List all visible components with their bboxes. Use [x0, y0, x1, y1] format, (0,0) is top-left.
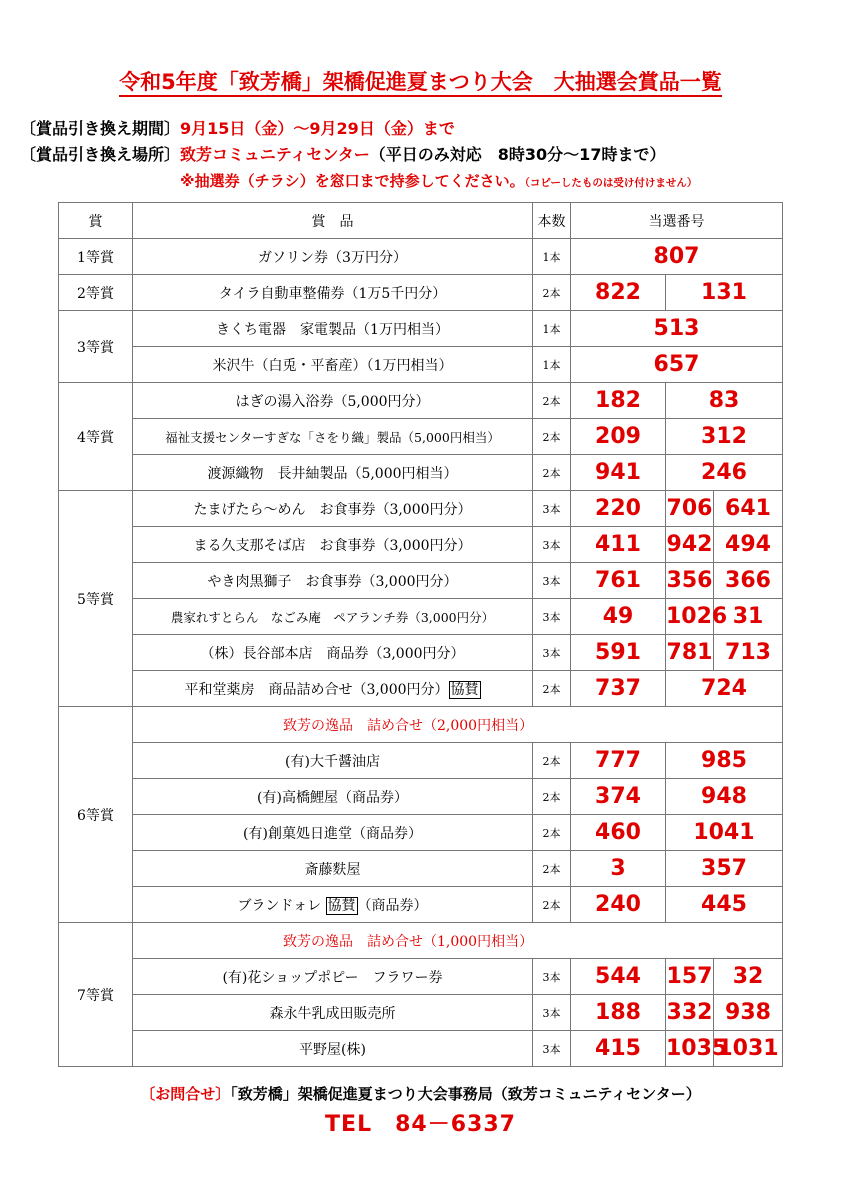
- prize-item: 農家れすとらん なごみ庵 ペアランチ券（3,000円分）: [133, 599, 533, 635]
- rank-label: 2等賞: [59, 275, 133, 311]
- winning-number: 781: [666, 635, 714, 671]
- prize-item: (有)花ショップポピー フラワー券: [133, 959, 533, 995]
- table-row: [59, 311, 783, 347]
- table-row: [59, 383, 783, 419]
- winning-number: 415: [571, 1031, 666, 1067]
- winning-number: 591: [571, 635, 666, 671]
- winning-number: 985: [666, 743, 783, 779]
- prize-item: （株）長谷部本店 商品券（3,000円分）: [133, 635, 533, 671]
- winning-number: 544: [571, 959, 666, 995]
- winning-number: 83: [666, 383, 783, 419]
- winning-number: 807: [571, 239, 783, 275]
- section-subheading: 致芳の逸品 詰め合せ（1,000円相当）: [133, 923, 783, 959]
- table-row: [59, 851, 783, 887]
- prize-item: タイラ自動車整備券（1万5千円分）: [133, 275, 533, 311]
- prize-count: 2本: [533, 743, 571, 779]
- prize-item-text: （商品券）: [357, 897, 428, 914]
- table-row: [59, 743, 783, 779]
- prize-count: 3本: [533, 1031, 571, 1067]
- table-row: [59, 419, 783, 455]
- table-row: [59, 1031, 783, 1067]
- prize-item: 平野屋(株): [133, 1031, 533, 1067]
- winning-number: 494: [714, 527, 783, 563]
- contact-label: 〔お問合せ〕: [140, 1085, 231, 1103]
- prize-item: 渡源織物 長井紬製品（5,000円相当）: [133, 455, 533, 491]
- prize-count: 2本: [533, 851, 571, 887]
- prize-item: 米沢牛（白兎・平畜産）（1万円相当）: [133, 347, 533, 383]
- prize-item: 森永牛乳成田販売所: [133, 995, 533, 1031]
- exchange-place-note: （平日のみ対応 8時30分～17時まで）: [369, 145, 666, 164]
- prize-count: 1本: [533, 347, 571, 383]
- table-row: [59, 527, 783, 563]
- table-row: [59, 455, 783, 491]
- exchange-period: [20, 116, 455, 139]
- prize-item: きくち電器 家電製品（1万円相当）: [133, 311, 533, 347]
- winning-number: 188: [571, 995, 666, 1031]
- exchange-period-value: 9月15日（金）～9月29日（金）まで: [180, 119, 455, 138]
- winning-number: 941: [571, 455, 666, 491]
- winning-number: 3: [571, 851, 666, 887]
- table-row: [59, 815, 783, 851]
- sponsor-badge: 協賛: [327, 897, 356, 914]
- winning-number: 513: [571, 311, 783, 347]
- exchange-place: [20, 142, 665, 165]
- rank-label: 1等賞: [59, 239, 133, 275]
- prize-count: 2本: [533, 671, 571, 707]
- exchange-place-value: 致芳コミュニティセンター: [180, 145, 370, 164]
- rank-label: 3等賞: [59, 311, 133, 383]
- winning-number: 713: [714, 635, 783, 671]
- prize-item: (有)大千醤油店: [133, 743, 533, 779]
- contact-info: [0, 1083, 841, 1104]
- winning-number: 209: [571, 419, 666, 455]
- prize-item: (有)高橋鯉屋（商品券）: [133, 779, 533, 815]
- contact-text: 「致芳橋」架橋促進夏まつり大会事務局（致芳コミュニティセンター）: [230, 1085, 701, 1103]
- prize-count: 3本: [533, 527, 571, 563]
- winning-number: 357: [666, 851, 783, 887]
- prize-count: 3本: [533, 563, 571, 599]
- notice-sub: （コピーしたものは受け付けません）: [524, 177, 698, 189]
- table-row: [59, 239, 783, 275]
- winning-number: 1031: [714, 1031, 783, 1067]
- winning-number: 374: [571, 779, 666, 815]
- rank-label: 6等賞: [59, 707, 133, 923]
- prize-count: 2本: [533, 419, 571, 455]
- winning-number: 942: [666, 527, 714, 563]
- table-row: [59, 563, 783, 599]
- winning-number: 445: [666, 887, 783, 923]
- prize-count: 1本: [533, 239, 571, 275]
- header-item: 賞 品: [133, 203, 533, 239]
- winning-number: 1035: [666, 1031, 714, 1067]
- winning-number: 332: [666, 995, 714, 1031]
- winning-number: 220: [571, 491, 666, 527]
- prize-item: 福祉支援センターすぎな「さをり織」製品（5,000円相当）: [133, 419, 533, 455]
- header-numbers: 当選番号: [571, 203, 783, 239]
- winning-number: 1026: [666, 599, 714, 635]
- header-count: 本数: [533, 203, 571, 239]
- prize-count: 3本: [533, 635, 571, 671]
- prize-item: はぎの湯入浴券（5,000円分）: [133, 383, 533, 419]
- table-row: [59, 887, 783, 923]
- table-row: [59, 671, 783, 707]
- prize-item: 斎藤麩屋: [133, 851, 533, 887]
- rank-label: 4等賞: [59, 383, 133, 491]
- exchange-place-label: 〔賞品引き換え場所〕: [20, 145, 181, 164]
- winning-number: 356: [666, 563, 714, 599]
- prize-count: 3本: [533, 959, 571, 995]
- table-row: [59, 959, 783, 995]
- winning-number: 706: [666, 491, 714, 527]
- table-row: [59, 599, 783, 635]
- table-row: [59, 995, 783, 1031]
- winning-number: 49: [571, 599, 666, 635]
- winning-number: 948: [666, 779, 783, 815]
- prize-item-text: ブランドォレ: [237, 897, 322, 914]
- winning-number: 131: [666, 275, 783, 311]
- page-title: 令和5年度「致芳橋」架橋促進夏まつり大会 大抽選会賞品一覧: [0, 66, 841, 96]
- prize-item: やき肉黒獅子 お食事券（3,000円分）: [133, 563, 533, 599]
- table-row: [59, 275, 783, 311]
- winning-number: 724: [666, 671, 783, 707]
- winning-number: 938: [714, 995, 783, 1031]
- winning-number: 240: [571, 887, 666, 923]
- prize-count: 3本: [533, 995, 571, 1031]
- winning-number: 182: [571, 383, 666, 419]
- table-row: [59, 491, 783, 527]
- winning-number: 641: [714, 491, 783, 527]
- table-row: [59, 347, 783, 383]
- prize-item: たまげたら～めん お食事券（3,000円分）: [133, 491, 533, 527]
- prize-item: [133, 671, 533, 707]
- winning-number: 822: [571, 275, 666, 311]
- prize-item: (有)創菓処日進堂（商品券）: [133, 815, 533, 851]
- winning-number: 777: [571, 743, 666, 779]
- winning-number: 460: [571, 815, 666, 851]
- prize-count: 3本: [533, 491, 571, 527]
- winning-number: 411: [571, 527, 666, 563]
- table-row: [59, 707, 783, 743]
- prize-count: 3本: [533, 599, 571, 635]
- prize-count: 2本: [533, 455, 571, 491]
- exchange-period-label: 〔賞品引き換え期間〕: [20, 119, 181, 138]
- section-subheading: 致芳の逸品 詰め合せ（2,000円相当）: [133, 707, 783, 743]
- prize-count: 2本: [533, 815, 571, 851]
- winning-number: 761: [571, 563, 666, 599]
- table-row: [59, 923, 783, 959]
- prize-count: 2本: [533, 383, 571, 419]
- winning-number: 157: [666, 959, 714, 995]
- winning-number: 737: [571, 671, 666, 707]
- notice-main: ※抽選券（チラシ）を窓口まで持参してください。: [180, 172, 525, 190]
- winning-number: 657: [571, 347, 783, 383]
- winning-number: 366: [714, 563, 783, 599]
- prize-count: 1本: [533, 311, 571, 347]
- prize-count: 2本: [533, 887, 571, 923]
- prize-item: まる久支那そば店 お食事券（3,000円分）: [133, 527, 533, 563]
- winning-number: 312: [666, 419, 783, 455]
- winning-number: 246: [666, 455, 783, 491]
- prize-count: 2本: [533, 779, 571, 815]
- table-row: [59, 779, 783, 815]
- table-header-row: [59, 203, 783, 239]
- rank-label: 7等賞: [59, 923, 133, 1067]
- notice: [180, 170, 697, 191]
- sponsor-badge: 協賛: [450, 681, 479, 698]
- winning-number: 32: [714, 959, 783, 995]
- header-rank: 賞: [59, 203, 133, 239]
- prize-item: ガソリン券（3万円分）: [133, 239, 533, 275]
- contact-phone: TEL 84－6337: [325, 1112, 516, 1137]
- prize-count: 2本: [533, 275, 571, 311]
- winning-number: 1041: [666, 815, 783, 851]
- rank-label: 5等賞: [59, 491, 133, 707]
- winning-number: 31: [714, 599, 783, 635]
- prize-item-text: 平和堂薬房 商品詰め合せ（3,000円分）: [184, 681, 449, 698]
- prize-item: [133, 887, 533, 923]
- table-row: [59, 635, 783, 671]
- prize-table: [58, 202, 783, 1067]
